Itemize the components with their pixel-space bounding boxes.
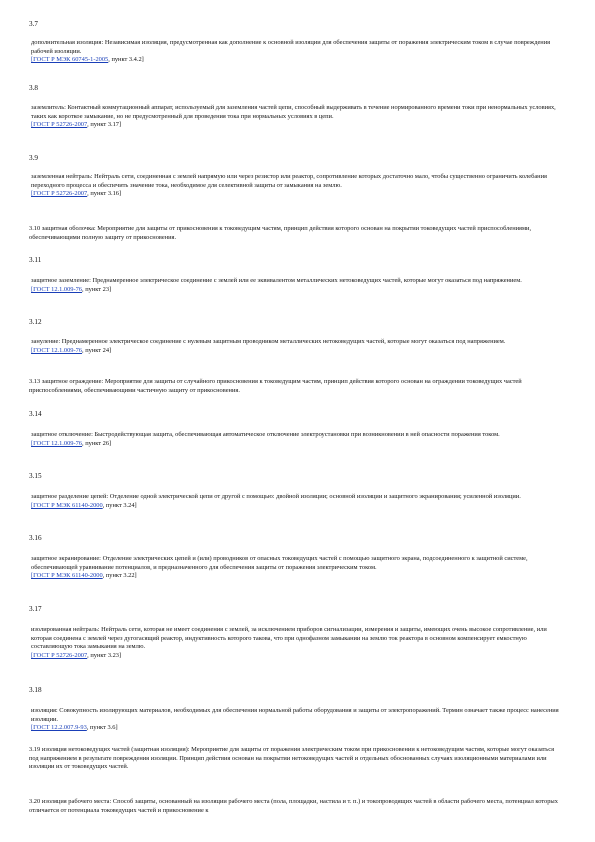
definition-3-18 [31, 707, 561, 733]
term: изоляция: [31, 707, 58, 714]
definition-text: Контактный коммутационный аппарат, используемый для заземления частей цепи, способный выдерживать в течение нормированного времени токи при ненормальных условиях, таких как короткое замыкание, но не предусмотренный для проведения тока при нормальных условиях в цепи. [31, 104, 556, 120]
clause-number: 3.12 [29, 318, 42, 326]
term: зануление: [31, 338, 61, 345]
standard-link[interactable]: [ГОСТ 12.2.007.9-93 [31, 724, 87, 732]
definition-3-12 [31, 338, 561, 355]
reference-tail: , пункт 23] [82, 285, 112, 293]
standard-link[interactable]: [ГОСТ 12.1.009-76 [31, 285, 83, 293]
definition-3-7 [31, 39, 561, 65]
source-reference [31, 440, 561, 449]
term: изоляция нетоковедущих частей (защитная изоляция): [40, 746, 190, 753]
definition-text: Мероприятие для защиты от прикосновения к токоведущим частям, принцип действия которого основан на покрытии токоведущих частей приспособлениями, обеспечивающими полную защиту от прикосновения. [29, 225, 532, 241]
source-reference [31, 190, 561, 199]
reference-tail: , пункт 3.16] [87, 190, 122, 198]
definition-text: Быстродействующая защита, обеспечивающая автоматическое отключение электроустановки при возникновении в ней опасности поражения током. [92, 431, 500, 438]
definition-text: Преднамеренное электрическое соединение с нулевым защитным проводником металлических нетоковедущих частей, которые могут оказаться под напряжением. [60, 338, 506, 345]
clause-number: 3.17 [29, 605, 42, 613]
term: защитное заземление: [31, 277, 91, 284]
clause-number: 3.19 [29, 746, 41, 753]
definition-3-10 [29, 225, 564, 242]
source-reference [31, 56, 561, 65]
standard-link[interactable]: [ГОСТ Р 52726-2007 [31, 651, 88, 659]
clause-number: 3.8 [29, 84, 38, 92]
term: защитное ограждение: [40, 378, 104, 385]
source-reference [31, 347, 561, 356]
source-reference [31, 121, 561, 130]
definition-3-8 [31, 104, 561, 130]
clause-number: 3.11 [29, 256, 42, 264]
definition-text: Совокупность изолирующих материалов, необходимых для обеспечения нормальной работы оборудования и защиты от электропоражений. Термин означает также процесс нанесения изоляции. [31, 707, 559, 723]
source-reference [31, 286, 561, 295]
reference-tail: , пункт 3.23] [87, 651, 122, 659]
clause-number: 3.16 [29, 534, 42, 542]
definition-text: Нейтраль сети, соединенная с землей напрямую или через резистор или реактор, сопротивление которых достаточно мало, чтобы существенно ограничить колебания переходного процесса и обеспечить значение тока, необходимое для селективной защиты от замыкания на землю. [31, 173, 547, 189]
clause-number: 3.14 [29, 410, 42, 418]
source-reference [31, 502, 561, 511]
term: защитное отключение: [31, 431, 93, 438]
standard-link[interactable]: [ГОСТ Р МЭК 61140-2000 [31, 572, 103, 580]
definition-3-17 [31, 626, 561, 660]
definition-3-14 [31, 431, 561, 448]
definition-3-20 [29, 798, 564, 815]
term: дополнительная изоляция: [31, 39, 104, 46]
clause-number: 3.18 [29, 686, 42, 694]
source-reference [31, 652, 561, 661]
clause-number: 3.20 [29, 798, 41, 805]
clause-number: 3.15 [29, 472, 42, 480]
definition-text: Отделение одной электрической цепи от другой с помощью: двойной изоляции; основной изоляции и защитного экранирования; усиленной изоляции. [108, 493, 521, 500]
definition-text: Мероприятие для защиты от поражения электрическим током при прикосновении к нетоковедущим частям, которые могут оказаться под напряжением в результате повреждения изоляции. Принцип действия основан на покрытии нетоковедущих частей и отдельных обоснованных случаях изоляционными материалами или изоляции их от токоведущих частей. [29, 746, 555, 771]
definition-text: Способ защиты, основанный на изоляции рабочего места (пола, площадки, настила и т. п.) и токопроводящих частей в области рабочего места, потенциал которых отличается от потенциала токоведущих частей и прикосновение к [29, 798, 558, 814]
definition-3-13 [29, 378, 564, 395]
reference-tail: , пункт 3.24] [102, 501, 137, 509]
term: изолированная нейтраль: [31, 626, 100, 633]
reference-tail: , пункт 3.4.2] [108, 56, 144, 64]
term: защитная оболочка: [40, 225, 96, 232]
clause-number: 3.10 [29, 225, 41, 232]
standard-link[interactable]: [ГОСТ 12.1.009-76 [31, 346, 83, 354]
term: защитное экранирование: [31, 555, 101, 562]
standard-link[interactable]: [ГОСТ Р 52726-2007 [31, 121, 88, 129]
clause-number: 3.13 [29, 378, 41, 385]
standard-link[interactable]: [ГОСТ Р МЭК 60745-1-2005 [31, 56, 109, 64]
definition-3-16 [31, 555, 561, 581]
term: заземлитель: [31, 104, 66, 111]
reference-tail: , пункт 24] [82, 346, 112, 354]
clause-number: 3.7 [29, 20, 38, 28]
definition-text: Преднамеренное электрическое соединение с землей или ее эквивалентом металлических нетоковедущих частей, которые могут оказаться под напряжением. [90, 277, 522, 284]
term: заземленная нейтраль: [31, 173, 93, 180]
definition-3-11 [31, 277, 561, 294]
reference-tail: , пункт 26] [82, 439, 112, 447]
reference-tail: , пункт 3.6] [86, 724, 118, 732]
standard-link[interactable]: [ГОСТ Р МЭК 61140-2000 [31, 501, 103, 509]
term: изоляция рабочего места: [40, 798, 112, 805]
definition-3-19 [29, 746, 564, 772]
definition-text: Независимая изоляция, предусмотренная как дополнение к основной изоляции для обеспечения защиты от поражения электрическим током в случае повреждения рабочей изоляции. [31, 39, 551, 55]
clause-number: 3.9 [29, 154, 38, 162]
source-reference [31, 724, 561, 733]
reference-tail: , пункт 3.17] [87, 121, 122, 129]
source-reference [31, 572, 561, 581]
definition-3-15 [31, 493, 561, 510]
definition-text: Нейтраль сети, которая не имеет соединения с землей, за исключением приборов сигнализации, измерения и защиты, имеющих очень высокое сопротивление, или которая соединена с землей через дугогасящий реактор, индуктивность которого такова, что при однофазном замыкании на землю ток реактора в основном компенсирует емкостную составляющую тока замыкания на землю. [31, 626, 547, 651]
standard-link[interactable]: [ГОСТ Р 52726-2007 [31, 190, 88, 198]
definition-text: Мероприятие для защиты от случайного прикосновения к токоведущим частям, принцип действия которого основан на ограждении токоведущих частей приспособлениями, обеспечивающими частичную защиту от прикосновения. [29, 378, 522, 394]
term: защитное разделение цепей: [31, 493, 109, 500]
reference-tail: , пункт 3.22] [102, 572, 137, 580]
standard-link[interactable]: [ГОСТ 12.1.009-76 [31, 439, 83, 447]
definition-3-9 [31, 173, 561, 199]
definition-text: Отделение электрических цепей и (или) проводников от опасных токоведущих частей с помощью защитного экрана, подсоединенного к защитной системе, обеспечивающей уравнивание потенциалов, и предназначенного для обеспечения защиты от поражения электрическим током. [31, 555, 528, 571]
